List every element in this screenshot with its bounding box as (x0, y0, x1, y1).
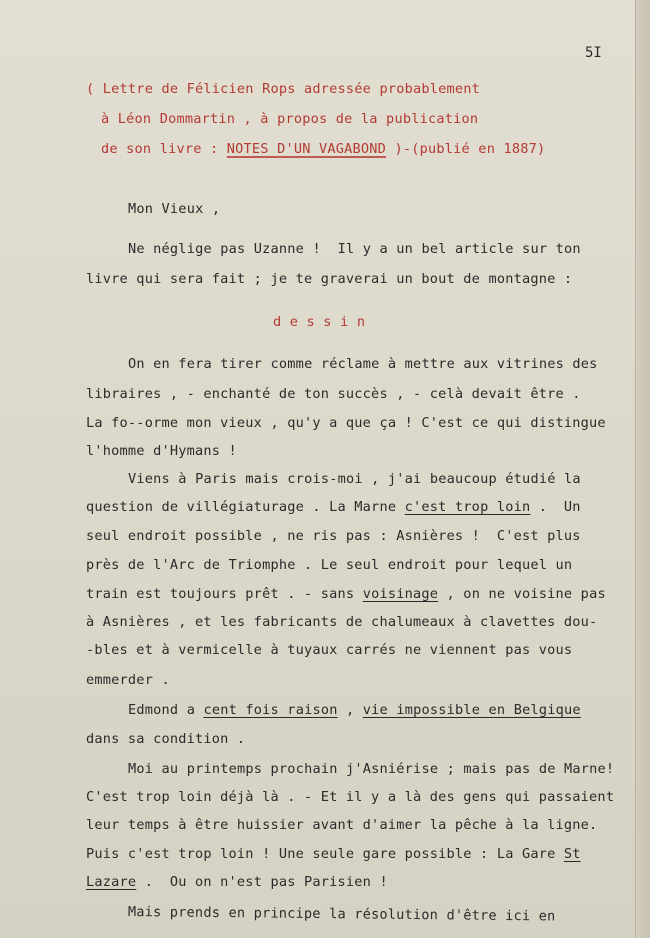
p5-line-1: Moi au printemps prochain j'Asniérise ; mais pas de Marne! (128, 761, 615, 777)
dessin-note: d e s s i n (273, 314, 366, 330)
p3-line-2-pre: question de villégiaturage . La Marne (86, 499, 405, 515)
p5-line-2: C'est trop loin déjà là . - Et il y a là des gens qui passaient (86, 789, 615, 805)
p3-line-3: seul endroit possible , ne ris pas : Asnières ! C'est plus (86, 528, 581, 544)
p2-line-1: On en fera tirer comme réclame à mettre aux vitrines des (128, 356, 598, 372)
header-line-2: à Léon Dommartin , à propos de la publication (101, 111, 479, 127)
underlined-vie-impossible: vie impossible en Belgique (362, 702, 581, 718)
underlined-cent-fois-raison: cent fois raison (203, 702, 338, 718)
p2-line-4: l'homme d'Hymans ! (86, 443, 237, 459)
p3-line-4: près de l'Arc de Triomphe . Le seul endroit pour lequel un (86, 557, 573, 573)
p3-line-5 (86, 585, 606, 603)
p3-line-5-post: , on ne voisine pas (438, 586, 606, 602)
underlined-voisinage: voisinage (362, 586, 439, 602)
p4-line-1-pre: Edmond a (128, 702, 204, 718)
page-edge (635, 0, 650, 938)
p5-line-3: leur temps à être huissier avant d'aimer la pêche à la ligne. (86, 817, 598, 833)
p1-line-2: livre qui sera fait ; je te graverai un bout de montagne : (86, 271, 573, 287)
p6-line-1: Mais prends en principe la résolution d'être ici en (127, 903, 556, 925)
p2-line-2: libraires , - enchanté de ton succès , - celà devait être . (86, 386, 581, 402)
underlined-trop-loin: c'est trop loin (404, 499, 531, 515)
book-title: NOTES D'UN VAGABOND (226, 141, 387, 157)
p3-line-7: -bles et à vermicelle à tuyaux carrés ne viennent pas vous (86, 642, 573, 658)
p4-line-2: dans sa condition . (86, 731, 246, 747)
p5-line-4-pre: Puis c'est trop loin ! Une seule gare possible : La Gare (86, 846, 564, 862)
page-number: 5I (585, 45, 602, 61)
header-line-3-post: )-(publié en 1887) (386, 141, 546, 157)
p3-line-1: Viens à Paris mais crois-moi , j'ai beaucoup étudié la (128, 471, 581, 487)
p5-line-5 (86, 873, 388, 891)
p3-line-5-pre: train est toujours prêt . - sans (86, 586, 363, 602)
salutation: Mon Vieux , (128, 201, 221, 217)
p3-line-8: emmerder . (86, 672, 170, 688)
p4-line-1-mid: , (337, 702, 363, 718)
p4-line-1 (128, 701, 581, 719)
header-line-3-pre: de son livre : (101, 141, 227, 157)
p2-line-3: La fo--orme mon vieux , qu'y a que ça ! C'est ce qui distingue (86, 415, 606, 431)
p5-line-4 (86, 845, 581, 863)
p1-line-1: Ne néglige pas Uzanne ! Il y a un bel article sur ton (128, 241, 581, 257)
header-line-1: ( Lettre de Félicien Rops adressée probablement (86, 81, 481, 97)
header-line-3 (101, 140, 545, 158)
p3-line-2-post: . Un (530, 499, 581, 515)
underlined-st: St (563, 846, 581, 862)
p3-line-2 (86, 498, 581, 516)
underlined-lazare: Lazare (86, 874, 137, 890)
p3-line-6: à Asnières , et les fabricants de chalumeaux à clavettes dou- (86, 614, 598, 630)
p5-line-5-post: . Ou on n'est pas Parisien ! (136, 874, 388, 890)
